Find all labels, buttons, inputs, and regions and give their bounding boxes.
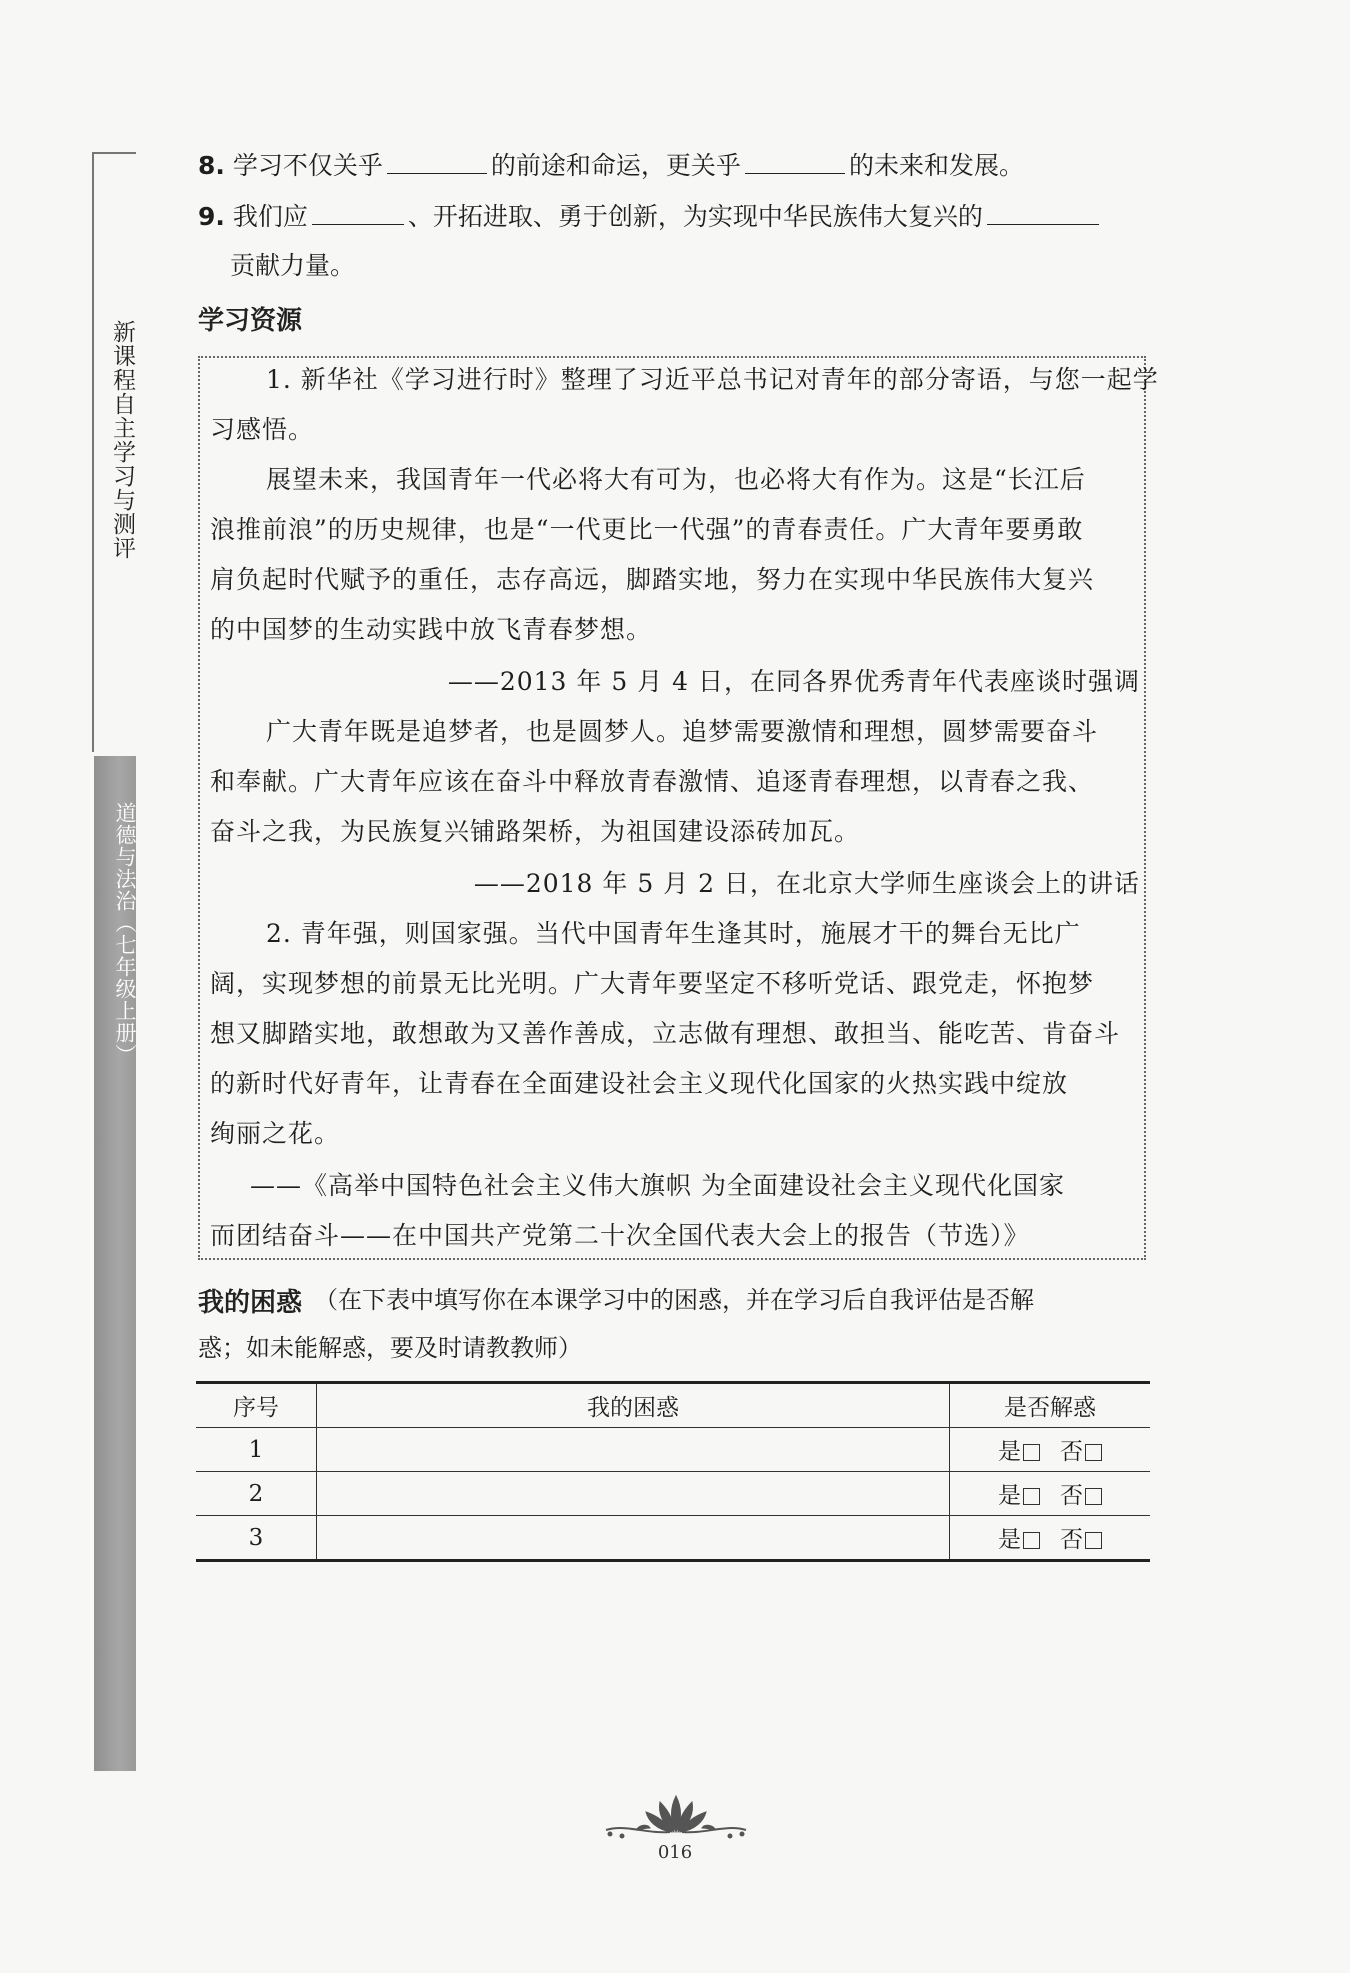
row-number: 3 <box>196 1516 317 1561</box>
table-row <box>196 1472 1150 1516</box>
answer-blank[interactable] <box>987 200 1099 225</box>
no-label: 否 <box>1060 1439 1083 1465</box>
row-number: 2 <box>196 1472 317 1516</box>
sidebar-rule <box>92 152 94 752</box>
doubts-instruction: （在下表中填写你在本课学习中的困惑，并在学习后自我评估是否解 <box>314 1286 1034 1314</box>
sidebar-rule-top <box>92 152 136 154</box>
section-heading-resources: 学习资源 <box>198 306 303 336</box>
resource-line: 习感悟。 <box>210 415 315 444</box>
table-row <box>196 1516 1150 1561</box>
resource-line: 广大青年既是追梦者，也是圆梦人。追梦需要激情和理想，圆梦需要奋斗 <box>266 717 1099 746</box>
resource-line: 肩负起时代赋予的重任，志存高远，脚踏实地，努力在实现中华民族伟大复兴 <box>210 565 1095 594</box>
footer-ornament-icon <box>596 1790 756 1840</box>
question-9-continuation: 贡献力量。 <box>230 251 356 280</box>
no-checkbox[interactable] <box>1085 1444 1102 1461</box>
doubt-input-cell[interactable] <box>317 1516 950 1561</box>
no-checkbox[interactable] <box>1085 1488 1102 1505</box>
sidebar-series-title: 新课程自主学习与测评 <box>109 320 135 560</box>
doubt-input-cell[interactable] <box>317 1428 950 1472</box>
doubts-instruction: 惑；如未能解惑，要及时请教教师） <box>198 1334 582 1362</box>
column-header-doubt: 我的困惑 <box>317 1383 950 1428</box>
resource-line: 阔，实现梦想的前景无比光明。广大青年要坚定不移听党话、跟党走，怀抱梦 <box>210 969 1095 998</box>
yes-checkbox[interactable] <box>1023 1532 1040 1549</box>
column-header-number: 序号 <box>196 1383 317 1428</box>
resource-line: 2. 青年强，则国家强。当代中国青年生逢其时，施展才干的舞台无比广 <box>266 919 1081 948</box>
question-number: 9. <box>198 202 225 231</box>
resource-line: 绚丽之花。 <box>210 1119 341 1148</box>
resource-line: 浪推前浪”的历史规律，也是“一代更比一代强”的青春责任。广大青年要勇敢 <box>210 515 1084 544</box>
question-text: 学习不仅关乎 <box>232 151 383 180</box>
resource-source: 而团结奋斗——在中国共产党第二十次全国代表大会上的报告（节选）》 <box>210 1221 1030 1250</box>
resource-source: ——《高举中国特色社会主义伟大旗帜 为全面建设社会主义现代化国家 <box>250 1171 1065 1200</box>
resource-line: 展望未来，我国青年一代必将大有可为，也必将大有作为。这是“长江后 <box>266 465 1086 494</box>
answer-blank[interactable] <box>312 200 404 225</box>
question-9 <box>198 199 1103 235</box>
resource-line: 的新时代好青年，让青春在全面建设社会主义现代化国家的火热实践中绽放 <box>210 1069 1069 1098</box>
resource-source: ——2018 年 5 月 2 日，在北京大学师生座谈会上的讲话 <box>473 869 1140 898</box>
question-number: 8. <box>198 151 225 180</box>
sidebar-subject-tab <box>94 756 136 1771</box>
resource-line: 的中国梦的生动实践中放飞青春梦想。 <box>210 615 653 644</box>
yes-checkbox[interactable] <box>1023 1444 1040 1461</box>
no-label: 否 <box>1060 1483 1083 1509</box>
table-header-row <box>196 1383 1150 1428</box>
resource-line: 想又脚踏实地，敢想敢为又善作善成，立志做有理想、敢担当、能吃苦、肯奋斗 <box>210 1019 1121 1048</box>
answer-blank[interactable] <box>745 149 845 174</box>
resource-line: 和奉献。广大青年应该在奋斗中释放青春激情、追逐青春理想，以青春之我、 <box>210 767 1095 796</box>
question-text: 我们应 <box>232 202 308 231</box>
yes-label: 是 <box>998 1527 1021 1553</box>
doubts-table <box>196 1381 1150 1562</box>
no-label: 否 <box>1060 1527 1083 1553</box>
table-row <box>196 1428 1150 1472</box>
yes-label: 是 <box>998 1483 1021 1509</box>
column-header-resolved: 是否解惑 <box>950 1383 1151 1428</box>
resource-source: ——2013 年 5 月 4 日，在同各界优秀青年代表座谈时强调 <box>447 667 1140 696</box>
resource-line: 1. 新华社《学习进行时》整理了习近平总书记对青年的部分寄语，与您一起学 <box>266 365 1159 394</box>
resolved-cell <box>950 1472 1151 1516</box>
resolved-cell <box>950 1516 1151 1561</box>
page-number: 016 <box>657 1842 693 1863</box>
doubt-input-cell[interactable] <box>317 1472 950 1516</box>
section-heading-doubts: 我的困惑 <box>198 1288 303 1318</box>
question-text: 、开拓进取、勇于创新，为实现中华民族伟大复兴的 <box>407 202 983 231</box>
answer-blank[interactable] <box>387 149 487 174</box>
question-8 <box>198 148 1024 184</box>
question-text: 的前途和命运，更关乎 <box>490 151 741 180</box>
resource-line: 奋斗之我，为民族复兴铺路架桥，为祖国建设添砖加瓦。 <box>210 817 861 846</box>
resolved-cell <box>950 1428 1151 1472</box>
yes-checkbox[interactable] <box>1023 1488 1040 1505</box>
question-text: 的未来和发展。 <box>848 151 1024 180</box>
no-checkbox[interactable] <box>1085 1532 1102 1549</box>
row-number: 1 <box>196 1428 317 1472</box>
yes-label: 是 <box>998 1439 1021 1465</box>
sidebar-subject-label: 道德与法治（七年级上册） <box>113 802 137 1066</box>
